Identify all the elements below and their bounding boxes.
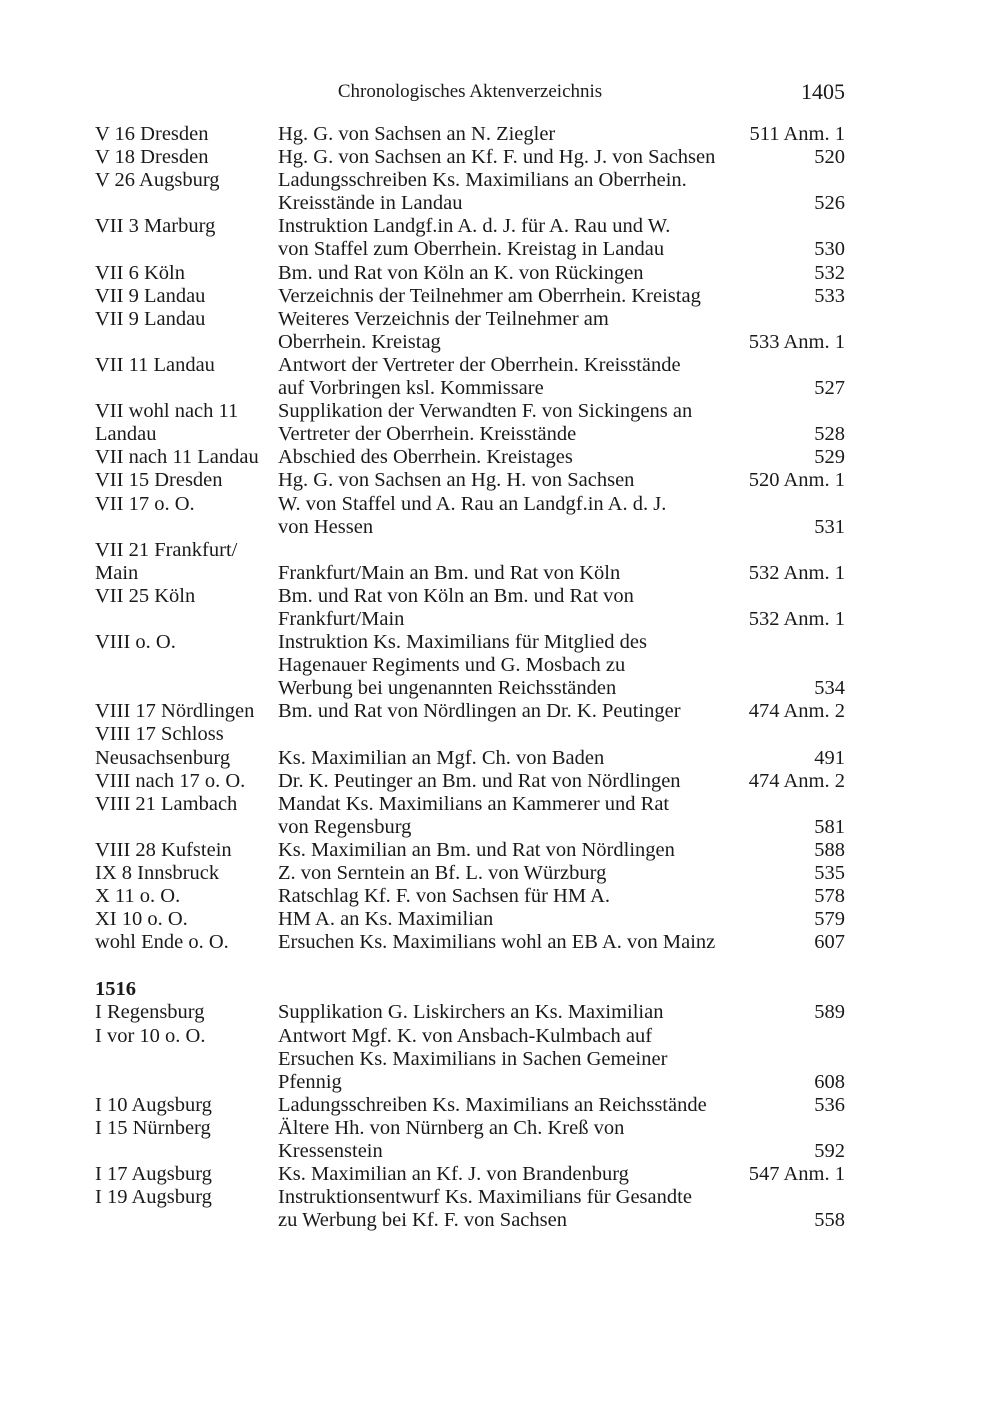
entry-date: I 15 Nürnberg xyxy=(95,1116,211,1139)
entry-page-ref: 536 xyxy=(814,1093,845,1116)
index-entry xyxy=(95,493,845,539)
entry-date: I 10 Augsburg xyxy=(95,1093,212,1116)
entry-text: Supplikation der Verwandten F. von Sickingens an xyxy=(278,400,693,423)
index-entry xyxy=(95,770,845,793)
index-entry xyxy=(95,1163,845,1186)
entry-text: Z. von Serntein an Bf. L. von Würzburg xyxy=(278,862,607,884)
entry-page-ref: 579 xyxy=(814,908,845,931)
entry-page-ref: 578 xyxy=(814,885,845,908)
entry-text: Ersuchen Ks. Maximilians in Sachen Gemeiner xyxy=(278,1047,668,1070)
entry-text: Oberrhein. Kreistag xyxy=(278,330,441,353)
entry-text: zu Werbung bei Kf. F. von Sachsen xyxy=(278,1209,567,1232)
chronological-index xyxy=(95,123,845,1232)
entry-date: VII 15 Dresden xyxy=(95,469,223,492)
entry-page-ref: 534 xyxy=(814,677,845,700)
index-entry xyxy=(95,1001,845,1024)
entry-text: HM A. an Ks. Maximilian xyxy=(278,908,494,931)
entry-page-ref: 589 xyxy=(814,1001,845,1024)
entry-page-ref: 511 Anm. 1 xyxy=(749,123,845,145)
entry-page-ref: 491 xyxy=(814,746,845,769)
entry-page-ref: 547 Anm. 1 xyxy=(748,1163,845,1186)
entry-text: Frankfurt/Main xyxy=(278,607,405,630)
entry-text: Antwort der Vertreter der Oberrhein. Kreisstände xyxy=(278,353,681,376)
entry-date: VII 17 o. O. xyxy=(95,492,195,515)
entry-date: XI 10 o. O. xyxy=(95,908,188,931)
entry-page-ref: 520 xyxy=(814,146,845,169)
entry-text: Bm. und Rat von Köln an Bm. und Rat von xyxy=(278,584,634,607)
entry-date: I Regensburg xyxy=(95,1001,205,1024)
entry-page-ref: 527 xyxy=(814,377,845,400)
entry-date: VII 6 Köln xyxy=(95,261,185,284)
entry-date: VII 25 Köln xyxy=(95,584,196,607)
entry-page-ref: 588 xyxy=(814,838,845,861)
index-entry xyxy=(95,446,845,469)
entry-page-ref: 530 xyxy=(814,238,845,261)
index-entry xyxy=(95,631,845,700)
entry-date: VII 3 Marburg xyxy=(95,215,216,238)
entry-text: Hagenauer Regiments und G. Mosbach zu xyxy=(278,654,626,677)
entry-date: VIII 28 Kufstein xyxy=(95,838,232,861)
index-entry xyxy=(95,700,845,723)
entry-page-ref: 474 Anm. 2 xyxy=(748,769,845,792)
entry-text: von Hessen xyxy=(278,515,374,538)
entry-date: VIII 17 Schloss Neusachsenburg xyxy=(95,723,231,769)
entry-page-ref: 474 Anm. 2 xyxy=(748,700,845,723)
entry-date: VII 9 Landau xyxy=(95,307,206,330)
entry-text: Supplikation G. Liskirchers an Ks. Maximilian xyxy=(278,1001,664,1024)
entry-date: X 11 o. O. xyxy=(95,885,181,908)
entry-text: Dr. K. Peutinger an Bm. und Rat von Nördlingen xyxy=(278,769,681,792)
entry-text: Ersuchen Ks. Maximilians wohl an EB A. von Mainz xyxy=(278,931,716,954)
entry-date: IX 8 Innsbruck xyxy=(95,862,220,884)
index-entry xyxy=(95,354,845,400)
entry-date: I 17 Augsburg xyxy=(95,1163,212,1186)
entry-page-ref: 532 Anm. 1 xyxy=(748,561,845,584)
entry-page-ref: 532 Anm. 1 xyxy=(748,607,845,630)
entry-text: Kressenstein xyxy=(278,1140,383,1163)
entry-date: VII wohl nach 11 Landau xyxy=(95,400,239,446)
year-heading: 1516 xyxy=(95,978,136,1001)
entry-text: Abschied des Oberrhein. Kreistages xyxy=(278,446,573,469)
entry-text: Ratschlag Kf. F. von Sachsen für HM A. xyxy=(278,885,611,908)
entry-page-ref: 529 xyxy=(814,446,845,469)
entry-text: Kreisstände in Landau xyxy=(278,192,463,215)
entry-text: Bm. und Rat von Köln an K. von Rückingen xyxy=(278,261,644,284)
index-entry xyxy=(95,123,845,146)
entry-text: Ks. Maximilian an Bm. und Rat von Nördlingen xyxy=(278,838,675,861)
entry-date: VIII 21 Lambach xyxy=(95,792,238,815)
running-title: Chronologisches Aktenverzeichnis xyxy=(337,81,603,102)
entry-page-ref: 528 xyxy=(814,423,845,446)
index-entry xyxy=(95,908,845,931)
entry-text: Ältere Hh. von Nürnberg an Ch. Kreß von xyxy=(278,1116,625,1139)
entry-text: Weiteres Verzeichnis der Teilnehmer am xyxy=(278,307,609,330)
entry-text: Verzeichnis der Teilnehmer am Oberrhein. Kreistag xyxy=(278,284,701,307)
entry-text: W. von Staffel und A. Rau an Landgf.in A. d. J. xyxy=(278,492,667,515)
entry-text: Vertreter der Oberrhein. Kreisstände xyxy=(278,423,577,446)
entry-date: VIII 17 Nördlingen xyxy=(95,700,255,723)
entry-page-ref: 520 Anm. 1 xyxy=(748,469,845,492)
index-entry xyxy=(95,793,845,839)
entry-date: VII 9 Landau xyxy=(95,284,206,307)
entry-text: Instruktionsentwurf Ks. Maximilians für Gesandte xyxy=(278,1186,692,1209)
index-entry xyxy=(95,169,845,215)
entry-date: VII nach 11 Landau xyxy=(95,446,259,469)
index-entry xyxy=(95,400,845,446)
index-entry xyxy=(95,215,845,261)
entry-page-ref: 592 xyxy=(814,1140,845,1163)
entry-text: Mandat Ks. Maximilians an Kammerer und Rat xyxy=(278,792,670,815)
entry-date: V 26 Augsburg xyxy=(95,169,220,192)
entry-text: von Regensburg xyxy=(278,815,412,838)
entry-text: Instruktion Ks. Maximilians für Mitglied des xyxy=(278,631,647,654)
entry-text: Ks. Maximilian an Kf. J. von Brandenburg xyxy=(278,1163,629,1186)
index-entry xyxy=(95,285,845,308)
entry-text: Ladungsschreiben Ks. Maximilians an Oberrhein. xyxy=(278,169,687,192)
entry-text: Bm. und Rat von Nördlingen an Dr. K. Peutinger xyxy=(278,700,681,723)
entry-date: V 18 Dresden xyxy=(95,146,209,169)
entry-page-ref: 535 xyxy=(814,862,845,884)
entry-text: von Staffel zum Oberrhein. Kreistag in Landau xyxy=(278,238,665,261)
index-entry xyxy=(95,585,845,631)
index-entry xyxy=(95,862,845,885)
entry-text xyxy=(278,539,283,562)
entry-date: wohl Ende o. O. xyxy=(95,931,229,954)
index-entry xyxy=(95,1186,845,1232)
entry-text: Pfennig xyxy=(278,1070,342,1093)
entry-date: VIII o. O. xyxy=(95,631,176,654)
entry-page-ref: 532 xyxy=(814,261,845,284)
entry-page-ref: 558 xyxy=(814,1209,845,1232)
entry-text: Hg. G. von Sachsen an Kf. F. und Hg. J. von Sachsen xyxy=(278,146,716,169)
entry-text: auf Vorbringen ksl. Kommissare xyxy=(278,377,544,400)
index-entry xyxy=(95,1094,845,1117)
entry-page-ref: 526 xyxy=(814,192,845,215)
entry-page-ref: 581 xyxy=(814,815,845,838)
index-entry xyxy=(95,1025,845,1094)
entry-page-ref: 533 Anm. 1 xyxy=(748,330,845,353)
entry-page-ref: 608 xyxy=(814,1070,845,1093)
entry-page-ref: 531 xyxy=(814,515,845,538)
entry-text: Hg. G. von Sachsen an N. Ziegler xyxy=(278,123,556,145)
index-entry xyxy=(95,1117,845,1163)
index-entry xyxy=(95,839,845,862)
page-number: 1405 xyxy=(801,79,845,104)
entry-text: Hg. G. von Sachsen an Hg. H. von Sachsen xyxy=(278,469,635,492)
entry-date: VIII nach 17 o. O. xyxy=(95,769,246,792)
entry-date: V 16 Dresden xyxy=(95,123,209,145)
entry-date: I vor 10 o. O. xyxy=(95,1024,206,1047)
index-entry xyxy=(95,262,845,285)
index-entry xyxy=(95,931,845,954)
index-entry xyxy=(95,885,845,908)
index-entry xyxy=(95,539,845,585)
entry-text: Ks. Maximilian an Mgf. Ch. von Baden xyxy=(278,746,605,769)
entry-date: VII 11 Landau xyxy=(95,353,215,376)
entry-text: Antwort Mgf. K. von Ansbach-Kulmbach auf xyxy=(278,1024,653,1047)
entry-text: Frankfurt/Main an Bm. und Rat von Köln xyxy=(278,561,621,584)
index-entry xyxy=(95,723,845,769)
entry-date: VII 21 Frankfurt/ Main xyxy=(95,538,238,584)
index-entry xyxy=(95,146,845,169)
entry-text: Instruktion Landgf.in A. d. J. für A. Rau und W. xyxy=(278,215,671,238)
index-entry xyxy=(95,308,845,354)
entry-text: Ladungsschreiben Ks. Maximilians an Reichsstände xyxy=(278,1093,707,1116)
entry-page-ref: 607 xyxy=(814,931,845,954)
entry-page-ref: 533 xyxy=(814,284,845,307)
entry-date: I 19 Augsburg xyxy=(95,1186,212,1209)
running-header xyxy=(95,79,845,107)
entry-text: Werbung bei ungenannten Reichsständen xyxy=(278,677,617,700)
entry-text xyxy=(278,723,283,746)
index-entry xyxy=(95,469,845,492)
